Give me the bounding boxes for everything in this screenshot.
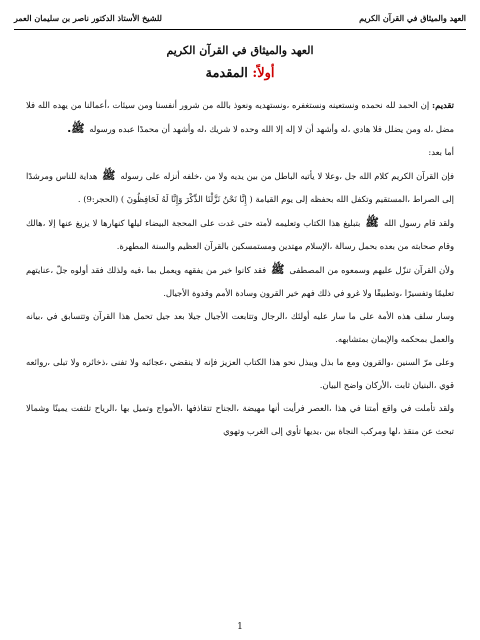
paragraph-text: وسار سلف هذه الأمة على ما سار عليه أولئك ،الرجال وتتابعت الأجيال جيلا بعد جيل تحمل هذا القرآن وتتسابق في ،بيانه والعمل بمحكمه والإيمان بمتشابهه.: [26, 311, 454, 344]
paragraph-text: وعلى مرّ السنين ،والقرون ومع ما بذل ويبذل نحو هذا الكتاب العزيز فإنه لا ينقضي ،عجائبه ولا تفنى ،ذخائره ولا تبلى ،روائعه قوي ،البنيان ثابت ،الأركان واضح البيان.: [26, 357, 454, 390]
paragraph: [26, 211, 454, 258]
document-title: العهد والميثاق في القرآن الكريم: [166, 44, 314, 57]
running-header: [14, 8, 466, 30]
paragraph-text: ولأن القرآن تنزّل عليهم وسمعوه من المصطفى: [289, 265, 454, 275]
paragraph: [26, 164, 454, 211]
paragraph-text: فقد كانوا خير من يفقهه ويعمل بما ،فيه ولذلك فقد أولوه جلّ ،عنايتهم تعليمًا وتفسيرًا ،وتطبيقًا ولا غرو في ذلك فهم خير القرون وسادة الأمم وقدوة الأجيال.: [26, 265, 454, 298]
salutation-mark: ﷺ: [102, 169, 116, 182]
header-author: للشيخ الأستاذ الدكتور ناصر بن سليمان العمر: [14, 13, 162, 23]
paragraph: [26, 94, 454, 141]
section-heading: [0, 66, 480, 81]
salutation-mark: ﷺ.: [67, 122, 85, 135]
paragraph-text: بتبليغ هذا الكتاب وتعليمه لأمته حتى غدت على المحجة البيضاء ليلها كنهارها لا يزيغ عنها إلا ،هالك وقام صحابته من بعده بحمل رسالة ،الإسلام مهتدين ومستمسكين بالقرآن العظيم والسنة المطهرة.: [26, 218, 454, 251]
paragraph-text: هداية للناس ومرشدًا إلى الصراط ،المستقيم وتكفل الله بحفظه إلى يوم القيامة ( إِنَّا نَحْنُ نَزَّلْنَا الذِّكْرَ وَإِنَّا لَهُ لَحَافِظُونَ ) (الحجر:9) .: [26, 171, 454, 204]
paragraph-text: أما بعد:: [428, 147, 454, 157]
paragraph-text: ولقد تأملت في واقع أمتنا في هذا ،العصر فرأيت أنها مهيضة ،الجناح تتقاذفها ،الأمواج وتميل بها ،الرياح تلتفت يمينًا وشمالا تبحث عن منقذ ،لها ومركب النجاة بين ،يديها تأوي إلى الغرب وتهوي: [26, 403, 454, 436]
paragraph-text: إن الحمد لله نحمده ونستعينه ونستغفره ،ونستهديه ونعوذ بالله من شرور أنفسنا ومن سيئات ،أعمالنا من يهده الله فلا مضل ،له ومن يضلل فلا هادي ،له وأشهد أن لا إله إلا الله وحده لا شريك ،له وأشهد أن محمدًا عبده ورسوله: [26, 100, 454, 134]
paragraph: [26, 258, 454, 305]
intro-label: تقديم:: [432, 100, 454, 110]
paragraph: [26, 351, 454, 397]
header-book-title: العهد والميثاق في القرآن الكريم: [359, 13, 466, 23]
page-number: 1: [237, 622, 243, 632]
paragraph-text: ولقد قام رسول الله: [383, 218, 454, 228]
paragraph: [26, 397, 454, 443]
salutation-mark: ﷺ: [271, 263, 285, 276]
section-title: المقدمة: [205, 66, 248, 81]
salutation-mark: ﷺ: [365, 216, 379, 229]
paragraph-text: فإن القرآن الكريم كلام الله جل ،وعلا لا يأتيه الباطل من بين يديه ولا من ،خلفه أنزله على رسوله: [120, 171, 454, 181]
document-body: [26, 94, 454, 443]
section-number: أولاً:: [252, 66, 275, 81]
paragraph: [26, 305, 454, 351]
paragraph: [26, 141, 454, 164]
